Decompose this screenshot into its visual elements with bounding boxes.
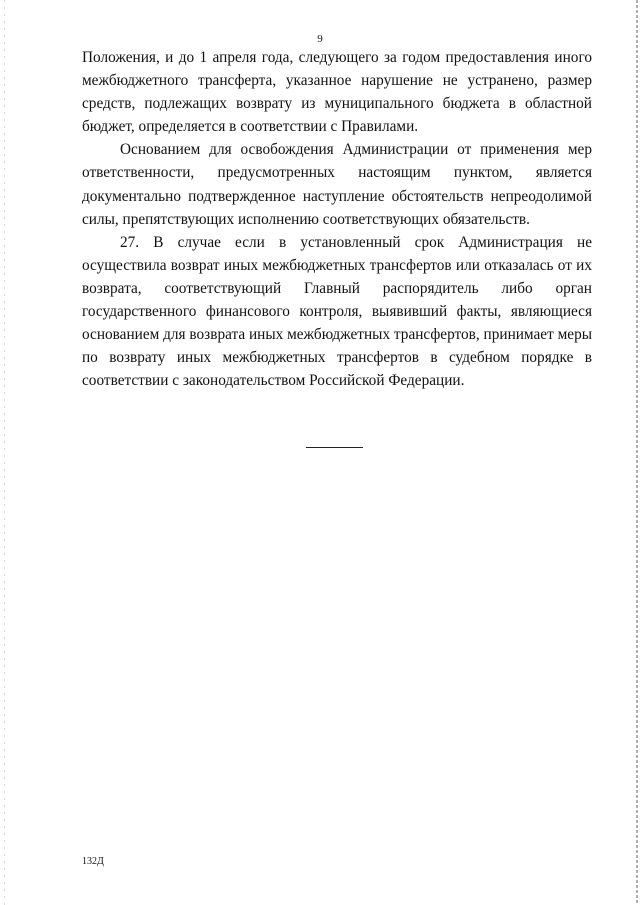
end-divider (306, 447, 363, 448)
scan-edge-left (4, 0, 5, 905)
document-body (82, 46, 592, 392)
paragraph-liability-exemption: Основанием для освобождения Администрации от применения мер ответственности, предусмотренных настоящим пунктом, является документально подтвержденное наступление обстоятельств непреодолимой силы, препятствующих исполнению соответствующих обязательств. (82, 141, 592, 228)
paragraph-continuation: Положения, и до 1 апреля года, следующего за годом предоставления иного межбюджетного трансферта, указанное нарушение не устранено, размер средств, подлежащих возврату из муниципального бюджета в областной бюджет, определяется в соответствии с Правилами. (82, 49, 592, 136)
page-number: 9 (317, 33, 323, 45)
scan-edge-right (636, 0, 638, 905)
paragraph-clause-27: 27. В случае если в установленный срок Администрация не осуществила возврат иных межбюджетных трансфертов или отказалась от их возврата, соответствующий Главный распорядитель либо орган государственного финансового контроля, выявивший факты, являющиеся основанием для возврата иных межбюджетных трансфертов, принимает меры по возврату иных межбюджетных трансфертов в судебном порядке в соответствии с законодательством Российской Федерации. (82, 233, 592, 390)
document-code: 132Д (82, 856, 104, 867)
